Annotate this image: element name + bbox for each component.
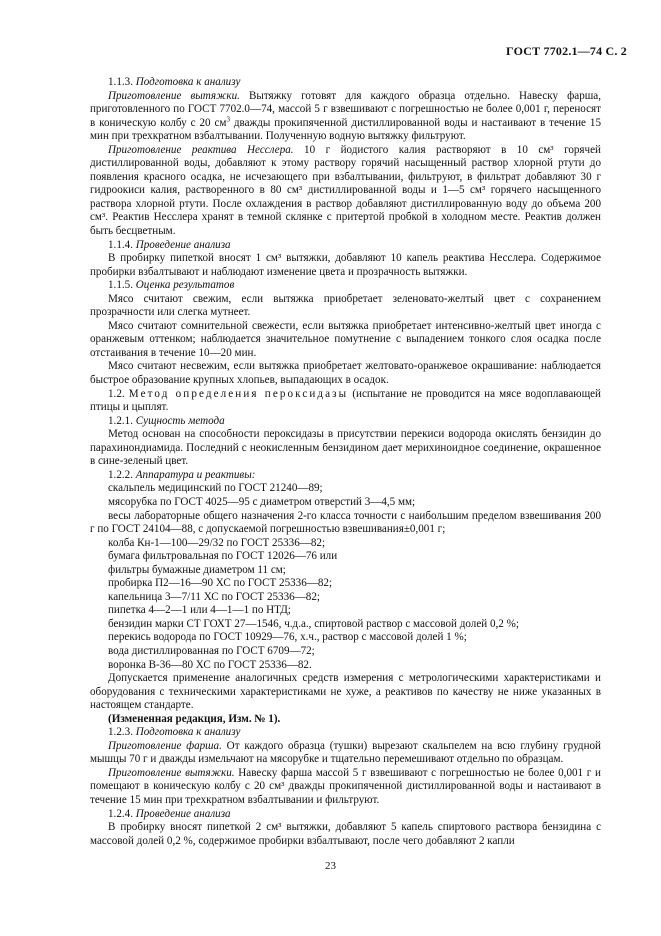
list-item: колба Кн-1—100—29/32 по ГОСТ 25336—82;: [108, 536, 326, 549]
section-heading: 1.1.5. Оценка результатов: [108, 279, 235, 292]
list-item: пробирка П2—16—90 ХС по ГОСТ 25336—82;: [108, 577, 333, 590]
list-item: пипетка 4—2—1 или 4—1—1 по НТД;: [108, 604, 291, 617]
section-heading: 1.1.4. Проведение анализа: [108, 238, 231, 251]
paragraph: Метод основан на способности пероксидазы в присутствии перекиси водорода окислять бензидин до парахинондиамида. Последний с неокисленным бензидином дает мерихиноидное соединение, окрашенное в сине-зеленый цвет.: [90, 428, 601, 468]
paragraph: Приготовление вытяжки. Навеску фарша массой 5 г взвешивают с погрешностью не более 0,001 г и помещают в коническую колбу с 20 см³ дважды прокипяченной дистиллированной воды и настаивают в течение 15 мин при трехкратном взбалтывании и фильтруют.: [90, 766, 601, 806]
list-item: скальпель медицинский по ГОСТ 21240—89;: [108, 482, 323, 495]
list-item: фильтры бумажные диаметром 11 см;: [108, 563, 286, 576]
paragraph: Приготовление вытяжки. Вытяжку готовят для каждого образца отдельно. Навеску фарша, приготовленного по ГОСТ 7702.0—74, массой 5 г взвешивают с погрешностью не более 0,001 г, переносят в коническую колбу с 20 $см^3$ дважды прокипяченной дистиллированной воды и настаивают в течение 15 мин при трехкратном взбалтывании. Полученную водную вытяжку фильтруют.: [90, 89, 601, 143]
list-item: воронка В-36—80 ХС по ГОСТ 25336—82.: [108, 658, 312, 671]
paragraph: Допускается применение аналогичных средств измерения с метрологическими характеристиками и оборудования с техническими характеристиками не хуже, а реактивов по качеству не ниже указанных в настоящем стандарте.: [90, 672, 601, 712]
paragraph: Мясо считают сомнительной свежести, если вытяжка приобретает интенсивно-желтый цвет иногда с оранжевым оттенком; наблюдается значительное помутнение с выпадением тонкого слоя осадка после отстаивания в течение 10—20 мин.: [90, 319, 601, 359]
document-body: [90, 76, 601, 848]
paragraph: В пробирку пипеткой вносят 1 см³ вытяжки, добавляют 10 капель реактива Несслера. Содержимое пробирки взбалтывают и наблюдают изменение цвета и прозрачность вытяжки.: [90, 252, 601, 278]
section-heading: 1.2.1. Сущность метода: [108, 414, 225, 427]
section-heading: 1.2.2. Аппаратура и реактивы:: [108, 468, 256, 481]
list-item: бумага фильтровальная по ГОСТ 12026—76 или: [108, 550, 338, 563]
page-header: ГОСТ 7702.1—74 С. 2: [506, 44, 627, 58]
paragraph: В пробирку вносят пипеткой 2 см³ вытяжки, добавляют 5 капель спиртового раствора бензидина с массовой долей 0,2 %, содержимое пробирки взбалтывают, после чего добавляют 2 капли: [90, 821, 601, 847]
section-heading: 1.2.3. Подготовка к анализу: [108, 726, 241, 739]
list-item: мясорубка по ГОСТ 4025—95 с диаметром отверстий 3—4,5 мм;: [108, 495, 416, 508]
list-item: перекись водорода по ГОСТ 10929—76, х.ч., раствор с массовой долей 1 %;: [108, 631, 467, 644]
section-heading: 1.2. Метод определения пероксидазы (испытание не проводится на мясе водоплавающей птицы и цыплят.: [90, 387, 601, 414]
list-item: капельница 3—7/11 ХС по ГОСТ 25336—82;: [108, 590, 320, 603]
section-heading: 1.1.3. Подготовка к анализу: [108, 76, 241, 88]
paragraph: Мясо считают несвежим, если вытяжка приобретает желтовато-оранжевое окрашивание: наблюдается быстрое образование крупных хлопьев, выпадающих в осадок.: [90, 360, 601, 387]
paragraph: Приготовление реактива Несслера. 10 г йодистого калия растворяют в 10 см³ горячей дистиллированной воды, добавляют к этому раствору горячий насыщенный раствор хлорной ртути до появления красного осадка, не исчезающего при взбалтывании, фильтруют, в фильтрат добавляют 30 г гидроокиси калия, растворенного в 80 см³ дистиллированной воды и 1—5 см³ горячего насыщенного раствора хлорной ртути. После охлаждения в раствор добавляют дистиллированную воду до объема 200 см³. Реактив Несслера хранят в темной склянке с притертой пробкой в холодном месте. Реактив должен быть бесцветным.: [90, 143, 601, 238]
list-item: бензидин марки СТ ГОХТ 27—1546, ч.д.а., спиртовой раствор с массовой долей 0,2 %;: [108, 617, 519, 630]
page-number: 23: [325, 860, 336, 872]
section-heading: 1.2.4. Проведение анализа: [108, 807, 231, 820]
list-item: весы лабораторные общего назначения 2-го класса точности с наибольшим пределом взвешивания 200 г по ГОСТ 24104—88, с допускаемой погрешностью взвешивания±0,001 г;: [90, 509, 601, 536]
amendment-note: (Измененная редакция, Изм. № 1).: [108, 712, 281, 725]
paragraph: Мясо считают свежим, если вытяжка приобретает зеленовато-желтый цвет с сохранением прозрачности или слегка мутнеет.: [90, 292, 601, 319]
list-item: вода дистиллированная по ГОСТ 6709—72;: [108, 644, 315, 657]
paragraph: Приготовление фарша. От каждого образца (тушки) вырезают скальпелем на всю глубину грудной мышцы 70 г и дважды измельчают на мясорубке и тщательно перемешивают отдельно по образцам.: [90, 739, 601, 766]
